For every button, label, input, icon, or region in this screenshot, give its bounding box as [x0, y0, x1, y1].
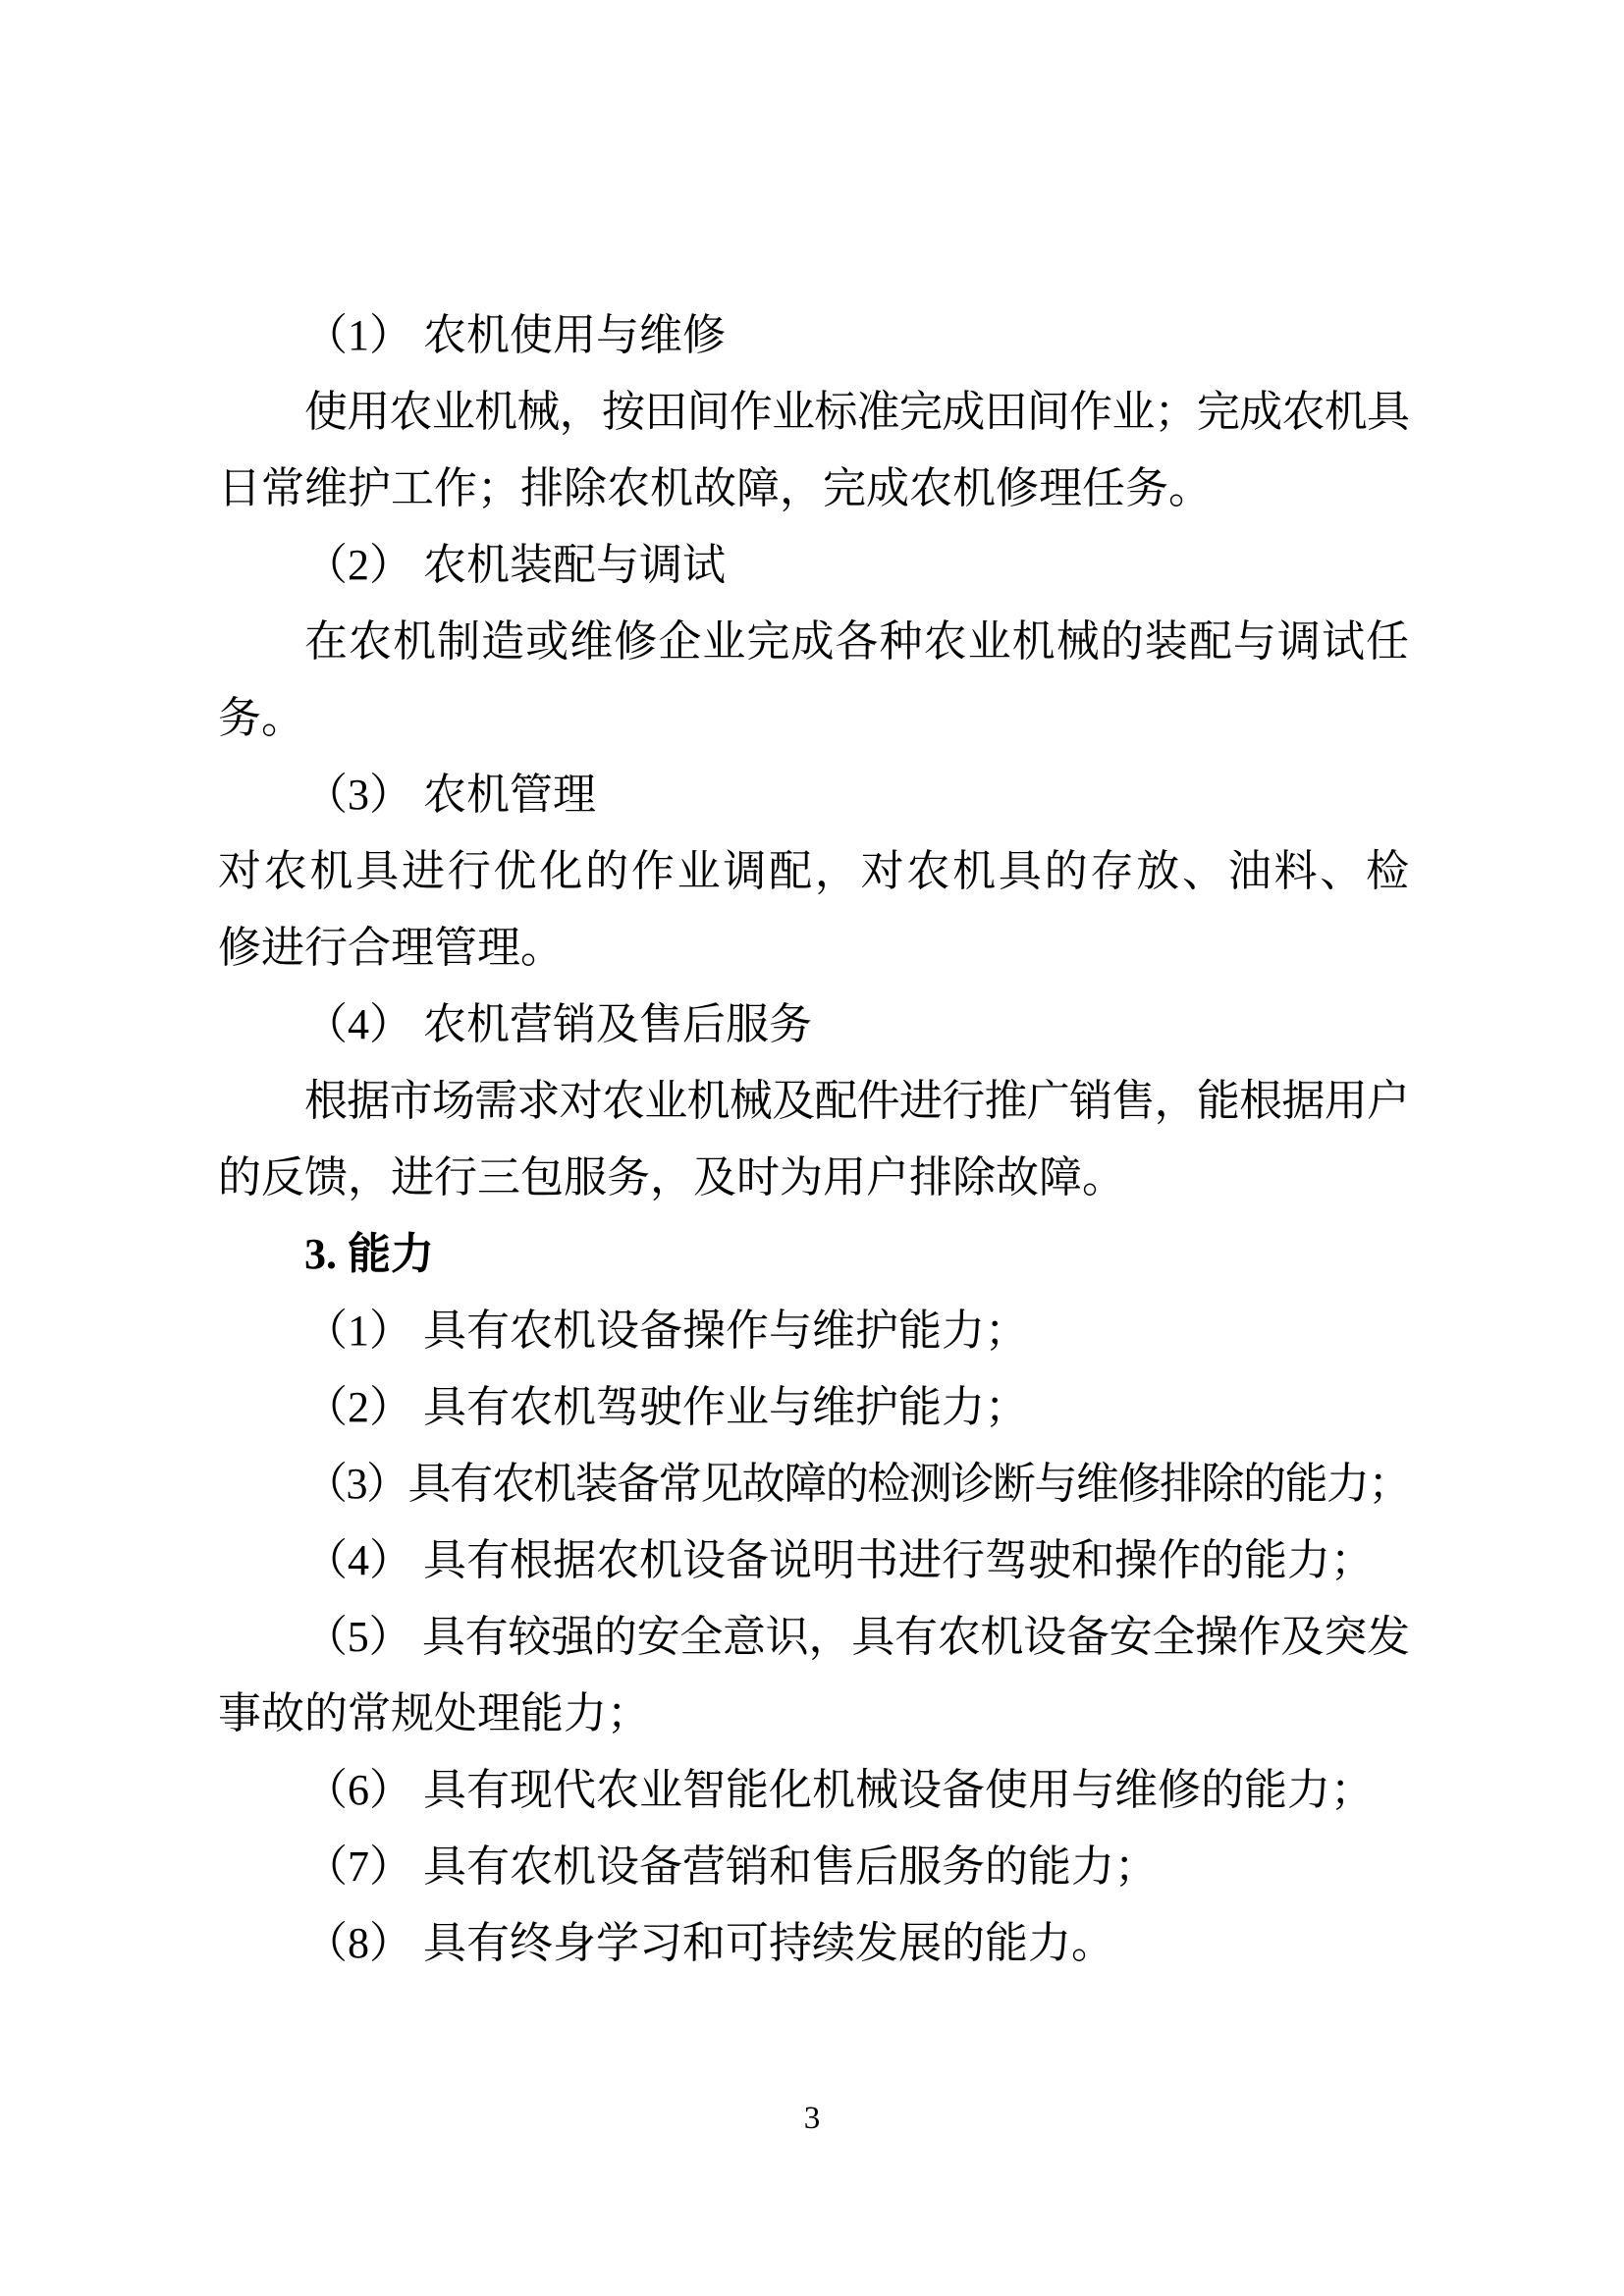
- ability-list-item-6: （6） 具有现代农业智能化机械设备使用与维修的能力；: [304, 1766, 1374, 1814]
- paragraph-line: 在农机制造或维修企业完成各种农业机械的装配与调试任: [304, 617, 1409, 666]
- page-number: 3: [803, 2101, 821, 2136]
- ability-list-item-7: （7） 具有农机设备营销和售后服务的能力；: [304, 1842, 1158, 1891]
- paragraph-line: 日常维护工作；排除农机故障，完成农机修理任务。: [218, 464, 1212, 512]
- paragraph-line: 务。: [218, 694, 304, 742]
- subheading-item-3: （3） 农机管理: [304, 771, 596, 819]
- ability-list-item-8: （8） 具有终身学习和可持续发展的能力。: [304, 1919, 1114, 1967]
- paragraph-line: 的反馈，进行三包服务，及时为用户排除故障。: [218, 1153, 1125, 1201]
- ability-list-item-5: （5） 具有较强的安全意识，具有农机设备安全操作及突发: [304, 1613, 1409, 1661]
- ability-list-item-4: （4） 具有根据农机设备说明书进行驾驶和操作的能力；: [304, 1536, 1374, 1584]
- ability-list-item-1: （1） 具有农机设备操作与维护能力；: [304, 1307, 1028, 1355]
- ability-list-item-2: （2） 具有农机驾驶作业与维护能力；: [304, 1383, 1028, 1431]
- section-heading-ability: 3. 能力: [304, 1230, 434, 1278]
- subheading-item-1: （1） 农机使用与维修: [304, 311, 726, 359]
- paragraph-line: 根据市场需求对农业机械及配件进行推广销售，能根据用户: [304, 1077, 1409, 1125]
- paragraph-line: 对农机具进行优化的作业调配，对农机具的存放、油料、检: [218, 847, 1409, 895]
- paragraph-line: 使用农业机械，按田间作业标准完成田间作业；完成农机具: [304, 388, 1409, 436]
- subheading-item-2: （2） 农机装配与调试: [304, 541, 726, 589]
- ability-list-item-3: （3）具有农机装备常见故障的检测诊断与维修排除的能力；: [304, 1460, 1409, 1508]
- ability-list-item-5-continuation: 事故的常规处理能力；: [218, 1689, 650, 1737]
- paragraph-line: 修进行合理管理。: [218, 924, 564, 972]
- subheading-item-4: （4） 农机营销及售后服务: [304, 1000, 812, 1048]
- document-body: [218, 297, 1409, 1982]
